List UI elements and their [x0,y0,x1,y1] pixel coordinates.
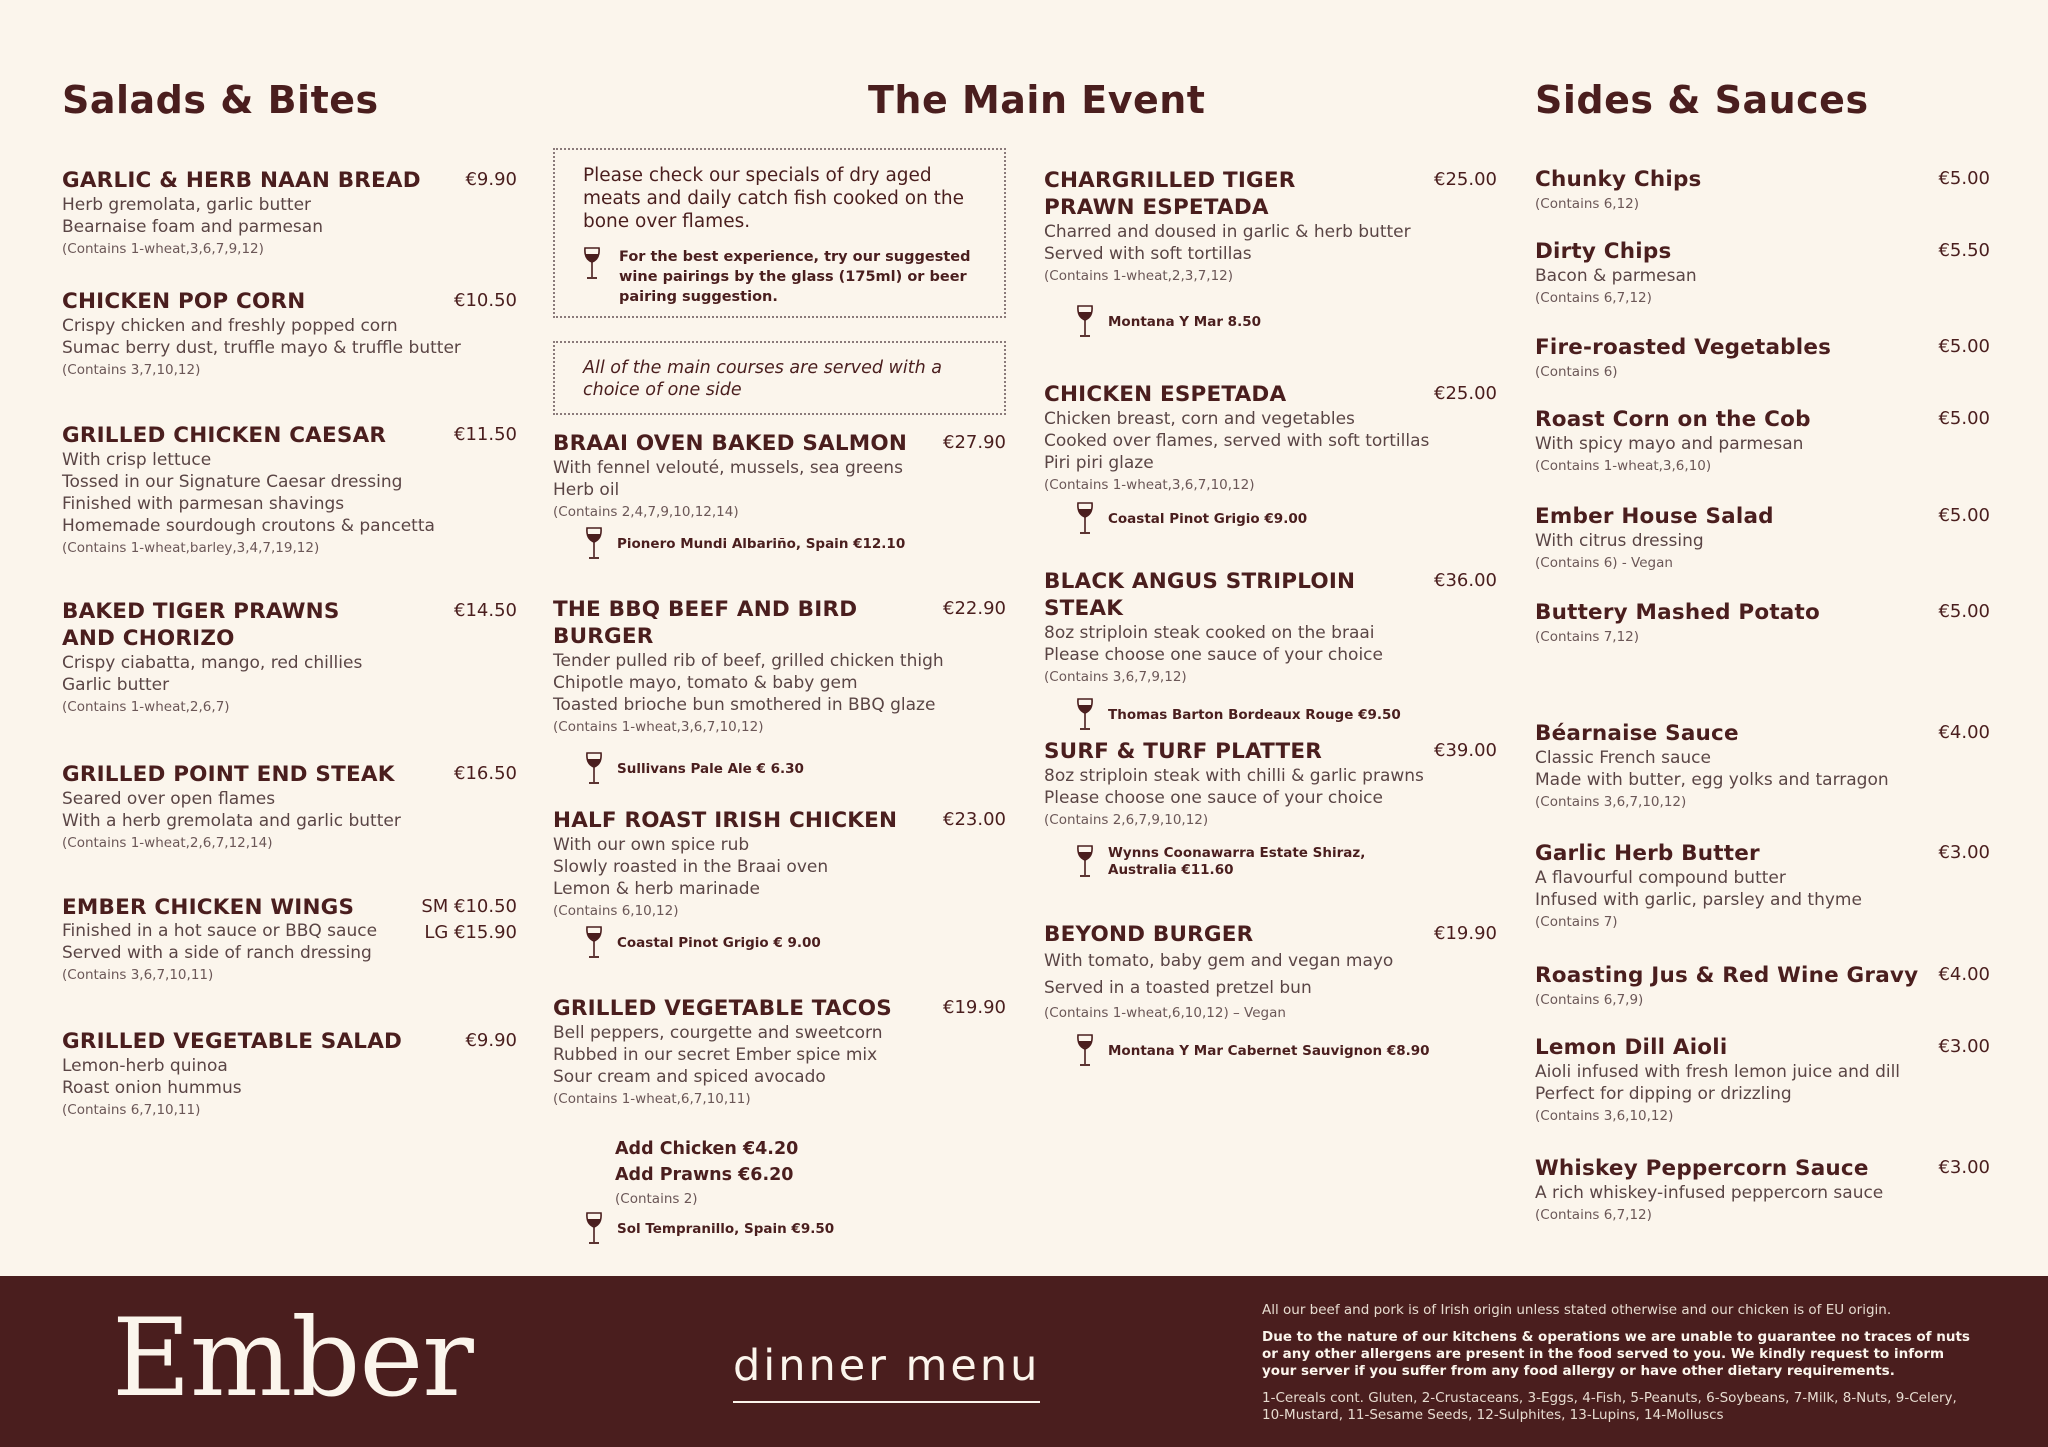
wine-glass-icon [1076,1034,1094,1068]
item-allergens: (Contains 7,12) [1535,629,1640,645]
item-desc-line: Aioli infused with fresh lemon juice and dill [1535,1062,1901,1082]
item-allergens: (Contains 6) [1535,364,1618,380]
item-name: BEYOND BURGER [1044,922,1254,947]
item-price: €5.00 [1938,505,1990,526]
item-desc-line: Herb oil [553,480,620,500]
menu-item [62,167,517,260]
addon-prawns: Add Prawns €6.20 [615,1165,794,1185]
item-desc-line: Rubbed in our secret Ember spice mix [553,1045,878,1065]
menu-item [1044,738,1497,879]
pairing-text: Wynns Coonawarra Estate Shiraz, Australia €11.60 [1108,845,1366,878]
taco-addons [615,1136,798,1210]
item-name: GRILLED VEGETABLE SALAD [62,1029,403,1054]
item-name: CHICKEN ESPETADA [1044,382,1287,407]
sauce-item [1535,1155,1990,1226]
menu-item [1044,568,1497,732]
menu-item [553,807,1006,960]
side-item [1535,238,1990,309]
item-allergens: (Contains 1-wheat,6,10,12) – Vegan [1044,1005,1286,1021]
item-desc-line: Sumac berry dust, truffle mayo & truffle butter [62,338,461,358]
wine-pairing [553,527,1006,561]
wine-glass-icon [585,527,603,561]
item-name: Ember House Salad [1535,504,1774,529]
item-desc-line: Made with butter, egg yolks and tarragon [1535,770,1889,790]
item-desc-line: Infused with garlic, parsley and thyme [1535,890,1862,910]
item-desc-line: Homemade sourdough croutons & pancetta [62,516,435,536]
item-name: CHICKEN POP CORN [62,289,306,314]
menu-item [62,288,517,381]
item-price-large: LG €15.90 [424,922,517,943]
menu-item [1044,381,1497,536]
item-allergens: (Contains 6,7,9) [1535,992,1644,1008]
pairing-note: For the best experience, try our suggested wine pairings by the glass (175ml) or beer pairing suggestion. [619,249,971,305]
side-item [1535,599,1990,648]
item-allergens: (Contains 1-wheat,barley,3,4,7,19,12) [62,540,320,556]
item-price: €4.00 [1938,722,1990,743]
item-desc-line: Finished in a hot sauce or BBQ sauce [62,921,378,941]
item-desc-line: With crisp lettuce [62,450,212,470]
item-allergens: (Contains 2,6,7,9,10,12) [1044,812,1209,828]
addon-allergens: (Contains 2) [615,1191,698,1207]
item-price: €39.00 [1434,740,1497,761]
item-price: €5.00 [1938,168,1990,189]
specials-text: Please check our specials of dry aged meats and daily catch fish cooked on the bone over flames. [583,165,964,232]
item-desc-line: Classic French sauce [1535,748,1711,768]
menu-item [62,894,517,986]
allergen-key: 1-Cereals cont. Gluten, 2-Crustaceans, 3-Eggs, 4-Fish, 5-Peanuts, 6-Soybeans, 7-Milk, 8-Nuts, 9-Celery, 10-Mustard, 11-Sesame Seeds, 12-Sulphites, 13-Lupins, 14-Molluscs [1262,1390,1957,1423]
wine-glass-icon [585,752,603,786]
item-desc-line: Seared over open flames [62,789,276,809]
pairing-text: Sol Tempranillo, Spain €9.50 [617,1220,835,1237]
item-price: €5.00 [1938,336,1990,357]
item-allergens: (Contains 1-wheat,6,7,10,11) [553,1091,751,1107]
menu-item [62,422,517,559]
allergy-warning: Due to the nature of our kitchens & operations we are unable to guarantee no traces of nuts or any other allergens are present in the food served to you. We kindly request to inform your server if you suffer from any food allergy or have other dietary requirements. [1262,1329,1970,1379]
wine-glass-icon [585,1212,603,1246]
item-desc-line: 8oz striploin steak with chilli & garlic prawns [1044,766,1424,786]
wine-pairing [553,1212,834,1246]
addon-chicken: Add Chicken €4.20 [615,1139,799,1159]
pairing-text: Coastal Pinot Grigio €9.00 [1108,510,1308,527]
item-desc-line: Chicken breast, corn and vegetables [1044,409,1355,429]
item-desc-line: Tossed in our Signature Caesar dressing [62,472,403,492]
item-price: €22.90 [943,598,1006,619]
item-allergens: (Contains 6) - Vegan [1535,555,1673,571]
wine-glass-icon [585,926,603,960]
pairing-text: Pionero Mundi Albariño, Spain €12.10 [617,535,906,552]
item-price: €25.00 [1434,383,1497,404]
section-title-main: The Main Event [868,78,1206,122]
menu-item [62,598,517,718]
item-desc-line: Sour cream and spiced avocado [553,1067,826,1087]
sauce-item [1535,840,1990,933]
item-name: BLACK ANGUS STRIPLOIN STEAK [1044,569,1356,621]
item-desc-line: Tender pulled rib of beef, grilled chicken thigh [553,651,944,671]
item-desc-line: A flavourful compound butter [1535,868,1786,888]
pairing-text: Coastal Pinot Grigio € 9.00 [617,934,821,951]
item-desc-line: Slowly roasted in the Braai oven [553,857,829,877]
item-price: €3.00 [1938,1036,1990,1057]
item-name: SURF & TURF PLATTER [1044,739,1323,764]
item-desc-line: With spicy mayo and parmesan [1535,434,1804,454]
wine-glass-icon [583,247,601,281]
side-note-box [553,341,1006,415]
item-desc-line: Cooked over flames, served with soft tortillas [1044,431,1430,451]
item-desc-line: Bacon & parmesan [1535,266,1697,286]
item-name: BAKED TIGER PRAWNS AND CHORIZO [62,599,340,651]
pairing-text: Thomas Barton Bordeaux Rouge €9.50 [1108,706,1401,723]
item-price: €36.00 [1434,570,1497,591]
item-name: GARLIC & HERB NAAN BREAD [62,168,421,193]
brand-logo: Ember [112,1296,473,1421]
side-item [1535,406,1990,477]
item-desc-line: Served with a side of ranch dressing [62,943,372,963]
origin-note: All our beef and pork is of Irish origin unless stated otherwise and our chicken is of EU origin. [1262,1302,1892,1318]
item-desc-line: Lemon & herb marinade [553,879,760,899]
item-desc-line: Served with soft tortillas [1044,244,1252,264]
item-allergens: (Contains 1-wheat,3,6,7,10,12) [553,719,764,735]
menu-item [553,596,1006,786]
wine-pairing [553,926,1006,960]
item-allergens: (Contains 2,4,7,9,10,12,14) [553,504,739,520]
wine-pairing [1044,845,1497,879]
item-desc-line: Roast onion hummus [62,1078,242,1098]
item-name: Béarnaise Sauce [1535,721,1739,746]
pairing-text: Sullivans Pale Ale € 6.30 [617,760,804,777]
item-desc-line: Crispy ciabatta, mango, red chillies [62,653,363,673]
item-name: Dirty Chips [1535,239,1672,264]
item-allergens: (Contains 3,6,7,10,11) [62,967,214,983]
item-desc-line: Garlic butter [62,675,170,695]
item-desc-line: Charred and doused in garlic & herb butter [1044,222,1411,242]
item-allergens: (Contains 1-wheat,2,6,7) [62,699,230,715]
item-allergens: (Contains 1-wheat,2,3,7,12) [1044,268,1234,284]
item-desc-line: Bearnaise foam and parmesan [62,217,323,237]
item-allergens: (Contains 6,7,10,11) [62,1102,201,1118]
wine-glass-icon [1076,698,1094,732]
item-desc-line: Served in a toasted pretzel bun [1044,978,1312,998]
item-allergens: (Contains 3,7,10,12) [62,362,201,378]
item-desc-line: Herb gremolata, garlic butter [62,195,312,215]
item-name: HALF ROAST IRISH CHICKEN [553,808,898,833]
item-desc-line: Perfect for dipping or drizzling [1535,1084,1792,1104]
item-name: CHARGRILLED TIGER PRAWN ESPETADA [1044,168,1296,220]
item-name: GRILLED CHICKEN CAESAR [62,423,387,448]
item-price: €3.00 [1938,1157,1990,1178]
item-price: €19.90 [943,997,1006,1018]
item-name: Roasting Jus & Red Wine Gravy [1535,963,1919,988]
item-allergens: (Contains 1-wheat,3,6,7,10,12) [1044,477,1255,493]
menu-item [1044,167,1497,339]
item-desc-line: Toasted brioche bun smothered in BBQ glaze [553,695,936,715]
item-price: €10.50 [454,290,517,311]
item-allergens: (Contains 6,12) [1535,196,1640,212]
item-allergens: (Contains 1-wheat,3,6,10) [1535,458,1712,474]
wine-pairing [1044,698,1497,732]
item-name: GRILLED POINT END STEAK [62,762,395,787]
item-allergens: (Contains 6,7,12) [1535,1207,1652,1223]
menu-item [62,1028,517,1121]
item-price: €3.00 [1938,842,1990,863]
item-allergens: (Contains 1-wheat,2,6,7,12,14) [62,835,273,851]
item-desc-line: Crispy chicken and freshly popped corn [62,316,398,336]
side-item [1535,166,1990,215]
item-name: Whiskey Peppercorn Sauce [1535,1156,1869,1181]
specials-notice [553,148,1006,318]
wine-glass-icon [1076,305,1094,339]
item-desc-line: 8oz striploin steak cooked on the braai [1044,623,1375,643]
item-desc-line: A rich whiskey-infused peppercorn sauce [1535,1183,1884,1203]
wine-glass-icon [1076,502,1094,536]
item-desc-line: Chipotle mayo, tomato & baby gem [553,673,858,693]
item-name: BRAAI OVEN BAKED SALMON [553,431,908,456]
footer-bar [0,1276,2048,1447]
item-allergens: (Contains 3,6,10,12) [1535,1108,1674,1124]
item-price-small: SM €10.50 [421,896,517,917]
item-desc-line: With tomato, baby gem and vegan mayo [1044,951,1394,971]
item-price: €25.00 [1434,169,1497,190]
item-desc-line: With citrus dressing [1535,531,1704,551]
item-desc-line: Bell peppers, courgette and sweetcorn [553,1023,883,1043]
item-allergens: (Contains 6,7,12) [1535,290,1652,306]
item-price: €5.00 [1938,601,1990,622]
sauce-item [1535,720,1990,813]
wine-pairing [1044,1034,1497,1068]
menu-item [62,761,517,854]
item-desc-line: With fennel velouté, mussels, sea greens [553,458,903,478]
item-price: €27.90 [943,432,1006,453]
item-desc-line: With our own spice rub [553,835,750,855]
item-name: GRILLED VEGETABLE TACOS [553,996,892,1021]
item-desc-line: Piri piri glaze [1044,453,1154,473]
item-name: Fire-roasted Vegetables [1535,335,1832,360]
section-title-salads: Salads & Bites [62,78,379,122]
footer-notes [1262,1301,1982,1424]
item-name: Buttery Mashed Potato [1535,600,1820,625]
item-price: €9.90 [465,1030,517,1051]
side-note: All of the main courses are served with a choice of one side [583,358,942,400]
item-name: Garlic Herb Butter [1535,841,1760,866]
item-desc-line: With a herb gremolata and garlic butter [62,811,401,831]
menu-item [553,430,1006,561]
item-desc-line: Please choose one sauce of your choice [1044,788,1383,808]
menu-item [553,995,1006,1110]
item-name: THE BBQ BEEF AND BIRD BURGER [553,597,858,649]
pairing-text: Montana Y Mar 8.50 [1108,313,1261,330]
item-allergens: (Contains 6,10,12) [553,903,679,919]
item-price: €9.90 [465,169,517,190]
item-name: Chunky Chips [1535,167,1702,192]
item-price: €14.50 [454,600,517,621]
wine-pairing [1044,502,1497,536]
item-allergens: (Contains 7) [1535,914,1618,930]
item-allergens: (Contains 3,6,7,9,12) [1044,669,1187,685]
item-price: €11.50 [454,424,517,445]
item-name: Roast Corn on the Cob [1535,407,1811,432]
item-allergens: (Contains 3,6,7,10,12) [1535,794,1687,810]
item-price: €5.50 [1938,240,1990,261]
item-price: €4.00 [1938,964,1990,985]
item-desc-line: Lemon-herb quinoa [62,1056,228,1076]
item-price: €19.90 [1434,923,1497,944]
sauce-item [1535,962,1990,1011]
item-desc-line: Finished with parmesan shavings [62,494,345,514]
item-name: Lemon Dill Aioli [1535,1035,1728,1060]
wine-pairing [1044,305,1497,339]
item-name: EMBER CHICKEN WINGS [62,895,355,920]
wine-glass-icon [1076,845,1094,879]
item-desc-line: Please choose one sauce of your choice [1044,645,1383,665]
side-item [1535,334,1990,383]
item-price: €23.00 [943,809,1006,830]
section-title-sides: Sides & Sauces [1535,78,1869,122]
sauce-item [1535,1034,1990,1127]
menu-type-label: dinner menu [733,1341,1040,1403]
item-allergens: (Contains 1-wheat,3,6,7,9,12) [62,241,264,257]
item-price: €5.00 [1938,408,1990,429]
menu-item [1044,921,1497,1068]
wine-pairing [553,752,1006,786]
item-price: €16.50 [454,763,517,784]
pairing-text: Montana Y Mar Cabernet Sauvignon €8.90 [1108,1042,1430,1059]
side-item [1535,503,1990,574]
